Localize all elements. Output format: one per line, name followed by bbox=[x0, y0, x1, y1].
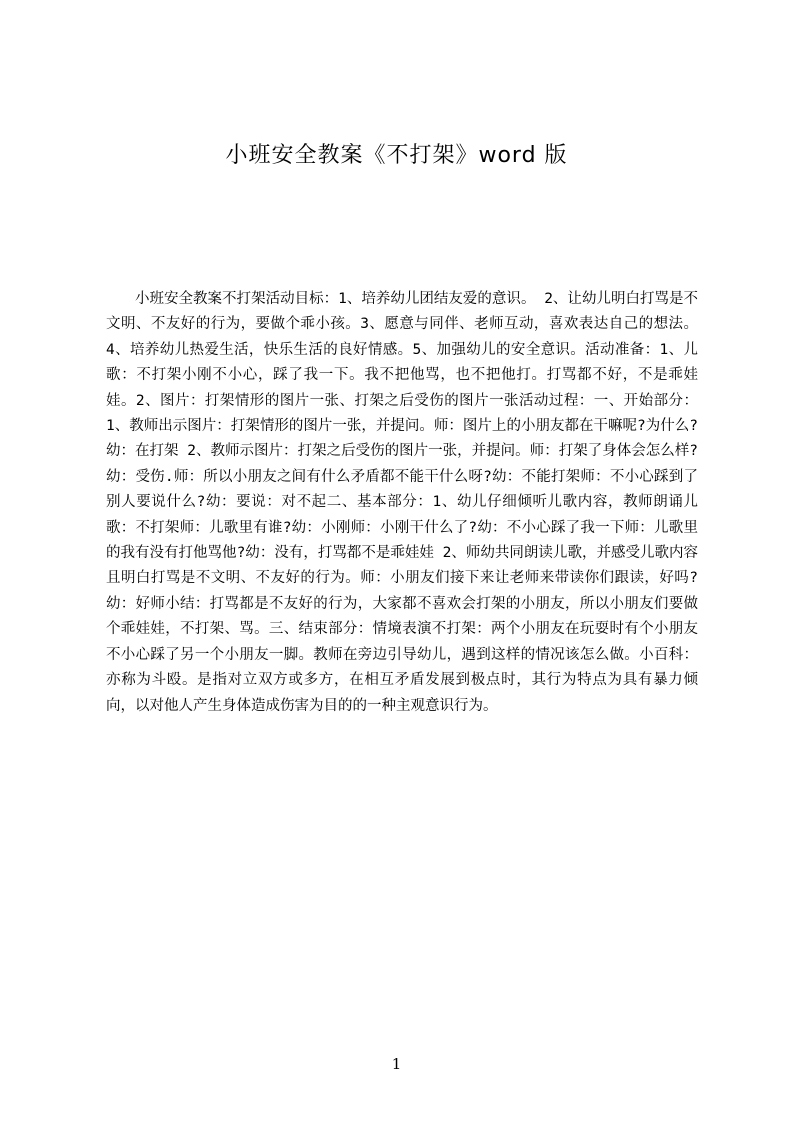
document-body-paragraph: 小班安全教案不打架活动目标：1、培养幼儿团结友爱的意识。 2、让幼儿明白打骂是不文明、不友好的行为，要做个乖小孩。3、愿意与同伴、老师互动，喜欢表达自己的想法。4、培养幼儿热爱生活，快乐生活的良好情感。5、加强幼儿的安全意识。活动准备：1、儿歌：不打架小刚不小心，踩了我一下。我不把他骂，也不把他打。打骂都不好，不是乖娃娃。2、图片：打架情形的图片一张、打架之后受伤的图片一张活动过程：一、开始部分：1、教师出示图片：打架情形的图片一张，并提问。师：图片上的小朋友都在干嘛呢?为什么?幼：在打架 2、教师示图片：打架之后受伤的图片一张，并提问。师：打架了身体会怎么样?幼：受伤.师：所以小朋友之间有什么矛盾都不能干什么呀?幼：不能打架师：不小心踩到了别人要说什么?幼：要说：对不起二、基本部分：1、幼儿仔细倾听儿歌内容，教师朗诵儿歌：不打架师：儿歌里有谁?幼：小刚师：小刚干什么了?幼：不小心踩了我一下师：儿歌里的我有没有打他骂他?幼：没有，打骂都不是乖娃娃 2、师幼共同朗读儿歌，并感受儿歌内容且明白打骂是不文明、不友好的行为。师：小朋友们接下来让老师来带读你们跟读，好吗?幼：好师小结：打骂都是不友好的行为，大家都不喜欢会打架的小朋友，所以小朋友们要做个乖娃娃，不打架、骂。三、结束部分：情境表演不打架：两个小朋友在玩耍时有个小朋友不小心踩了另一个小朋友一脚。教师在旁边引导幼儿，遇到这样的情况该怎么做。小百科：亦称为斗殴。是指对立双方或多方，在相互矛盾发展到极点时，其行为特点为具有暴力倾向，以对他人产生身体造成伤害为目的的一种主观意识行为。 bbox=[106, 291, 698, 714]
page-number: 1 bbox=[391, 1055, 402, 1073]
document-title: 小班安全教案《不打架》word 版 bbox=[225, 143, 568, 168]
